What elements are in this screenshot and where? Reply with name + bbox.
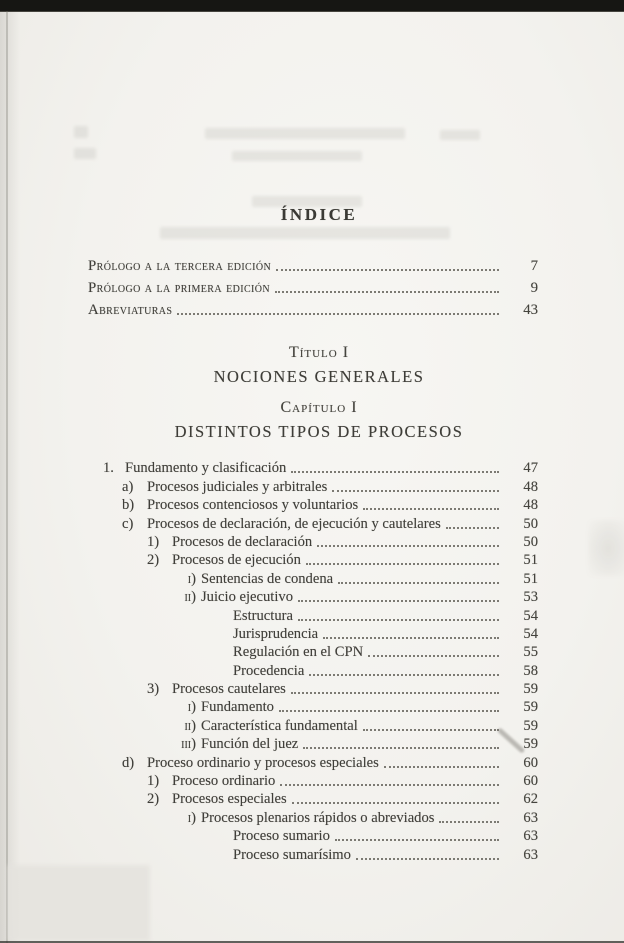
entry-text: Procesos judiciales y arbitrales	[147, 478, 328, 495]
toc-entry	[88, 753, 538, 771]
ghost-text-mark	[74, 148, 96, 159]
toc-entry	[88, 496, 538, 514]
titulo-heading: NOCIONES GENERALES	[213, 367, 425, 386]
entry-marker: 1.	[103, 460, 114, 477]
entry-marker: b)	[122, 497, 135, 514]
capitulo-heading: DISTINTOS TIPOS DE PROCESOS	[174, 422, 464, 441]
toc-entry	[88, 477, 538, 495]
entry-marker: i)	[187, 699, 196, 716]
entry-text: Estructura	[233, 607, 293, 624]
entry-marker: 1)	[147, 533, 160, 550]
page-number: 54	[523, 625, 538, 642]
toc-entry	[88, 845, 538, 863]
toc-entry	[88, 680, 538, 698]
page-number: 50	[523, 515, 538, 532]
front-matter-entry	[88, 297, 538, 319]
dot-leader	[298, 619, 499, 621]
dot-leader	[317, 545, 499, 547]
toc-entry	[88, 514, 538, 532]
toc-entry	[88, 459, 538, 477]
page-number: 7	[530, 258, 538, 274]
dot-leader	[177, 313, 499, 315]
page-number: 43	[523, 302, 538, 318]
toc-entry	[88, 606, 538, 624]
ghost-text-mark	[440, 130, 480, 140]
page-number: 59	[523, 699, 538, 716]
dot-leader	[384, 766, 499, 768]
entry-marker: ii)	[184, 717, 196, 734]
entry-text: Característica fundamental	[201, 717, 358, 734]
entry-text: Procesos plenarios rápidos o abreviados	[201, 809, 435, 826]
entry-marker: 2)	[147, 791, 160, 808]
page-number: 59	[523, 717, 538, 734]
dot-leader	[338, 582, 499, 584]
page-number: 51	[523, 570, 538, 587]
dot-leader	[291, 471, 499, 473]
dot-leader	[363, 508, 499, 510]
entry-marker: i)	[187, 809, 196, 826]
ghost-text-mark	[205, 128, 405, 139]
capitulo-kicker: Capítulo I	[280, 399, 358, 416]
dot-leader	[332, 490, 499, 492]
page-number: 54	[523, 607, 538, 624]
scan-smudge	[588, 520, 624, 576]
entry-text: Prólogo a la tercera edición	[88, 258, 272, 274]
entry-text: Procesos cautelares	[172, 681, 286, 698]
front-matter-entry	[88, 275, 538, 297]
entry-text: Regulación en el CPN	[233, 644, 364, 661]
entry-marker: iii)	[181, 736, 196, 753]
entry-text: Función del juez	[201, 736, 299, 753]
dot-leader	[335, 839, 499, 841]
entry-text: Prólogo a la primera edición	[88, 280, 270, 296]
toc-entry	[88, 551, 538, 569]
entry-marker: ii)	[184, 589, 196, 606]
entry-text: Procesos contenciosos y voluntarios	[147, 497, 359, 514]
toc-list	[88, 459, 538, 864]
dot-leader	[291, 692, 499, 694]
front-matter-entry	[88, 253, 538, 275]
entry-marker: d)	[122, 754, 135, 771]
dot-leader	[368, 655, 499, 657]
dot-leader	[306, 563, 499, 565]
entry-text: Proceso sumario	[233, 828, 330, 845]
page-number: 63	[523, 809, 538, 826]
entry-text: Procedencia	[233, 662, 305, 679]
toc-entry	[88, 790, 538, 808]
page-number: 47	[523, 460, 538, 477]
page-number: 60	[523, 754, 538, 771]
page-number: 60	[523, 773, 538, 790]
entry-text: Procesos de declaración, de ejecución y cautelares	[147, 515, 441, 532]
dot-leader	[303, 747, 499, 749]
dot-leader	[439, 821, 499, 823]
entry-text: Proceso sumarísimo	[233, 846, 351, 863]
toc-entry	[88, 772, 538, 790]
page-number: 59	[523, 736, 538, 753]
dot-leader	[356, 858, 499, 860]
ghost-text-mark	[74, 126, 88, 138]
ghost-text-mark	[232, 151, 362, 161]
dot-leader	[309, 674, 499, 676]
entry-marker: i)	[187, 570, 196, 587]
entry-text: Fundamento y clasificación	[125, 460, 287, 477]
titulo-kicker: Título I	[288, 344, 350, 361]
dot-leader	[292, 802, 499, 804]
page-number: 55	[523, 644, 538, 661]
page-title: ÍNDICE	[280, 205, 358, 224]
entry-text: Jurisprudencia	[233, 625, 319, 642]
entry-marker: c)	[122, 515, 134, 532]
page-number: 59	[523, 681, 538, 698]
page-number: 9	[530, 280, 538, 296]
entry-text: Proceso ordinario y procesos especiales	[147, 754, 379, 771]
dot-leader	[323, 637, 499, 639]
toc-entry	[88, 533, 538, 551]
toc-entry	[88, 698, 538, 716]
entry-text: Proceso ordinario	[172, 773, 276, 790]
toc-entry	[88, 625, 538, 643]
dot-leader	[276, 269, 499, 271]
entry-marker: 3)	[147, 681, 160, 698]
toc-entry	[88, 716, 538, 734]
dot-leader	[275, 291, 499, 293]
entry-text: Fundamento	[201, 699, 274, 716]
dot-leader	[446, 527, 499, 529]
entry-text: Juicio ejecutivo	[201, 589, 293, 606]
page-number: 48	[523, 478, 538, 495]
page-gutter-shadow	[0, 11, 20, 943]
toc-entry	[88, 588, 538, 606]
page-number: 63	[523, 828, 538, 845]
ghost-text-mark	[160, 227, 450, 239]
entry-marker: a)	[122, 478, 134, 495]
toc-entry	[88, 643, 538, 661]
toc-entry	[88, 735, 538, 753]
entry-text: Procesos de ejecución	[172, 552, 301, 569]
page-number: 48	[523, 497, 538, 514]
page-crease	[6, 11, 8, 943]
front-matter-list	[88, 253, 538, 319]
scanner-edge-top	[0, 0, 624, 12]
dot-leader	[363, 729, 499, 731]
entry-text: Procesos de declaración	[172, 533, 313, 550]
page-number: 63	[523, 846, 538, 863]
entry-text: Abreviaturas	[88, 302, 173, 318]
entry-marker: 2)	[147, 552, 160, 569]
dot-leader	[279, 710, 499, 712]
entry-text: Procesos especiales	[172, 791, 287, 808]
entry-marker: 1)	[147, 773, 160, 790]
page-number: 62	[523, 791, 538, 808]
toc-entry	[88, 661, 538, 679]
page-number: 53	[523, 589, 538, 606]
page-number: 50	[523, 533, 538, 550]
page-edge-patch	[8, 865, 150, 941]
dot-leader	[298, 600, 499, 602]
dot-leader	[280, 784, 499, 786]
toc-entry	[88, 827, 538, 845]
toc-entry	[88, 808, 538, 826]
page-number: 51	[523, 552, 538, 569]
toc-entry	[88, 569, 538, 587]
entry-text: Sentencias de condena	[201, 570, 334, 587]
page-number: 58	[523, 662, 538, 679]
